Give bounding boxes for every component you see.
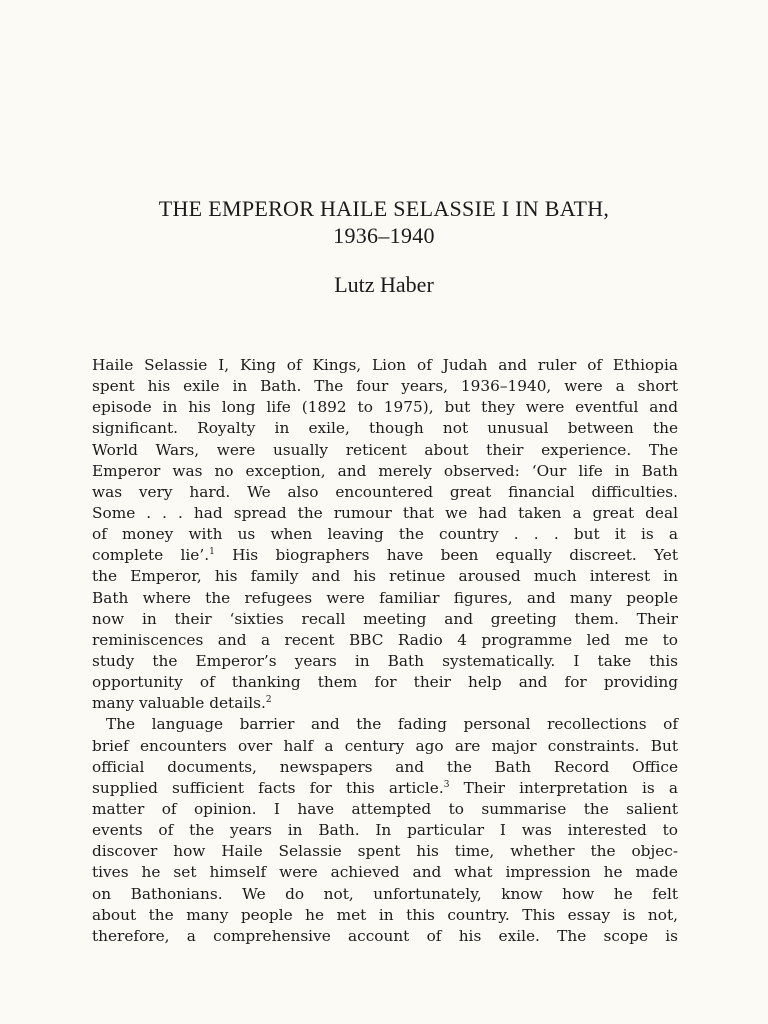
text-line: episode in his long life (1892 to 1975), but they were eventful and xyxy=(92,398,678,417)
footnote-ref-2: 2 xyxy=(265,695,272,706)
text-line: The language barrier and the fading personal recollections of xyxy=(106,715,678,734)
text-line: the Emperor, his family and his retinue aroused much interest in xyxy=(92,567,678,586)
text-line-with-footnote xyxy=(92,693,678,714)
footnote-ref-3: 3 xyxy=(443,779,450,790)
author-name: Lutz Haber xyxy=(334,272,434,297)
text-line: significant. Royalty in exile, though not unusual between the xyxy=(92,419,678,438)
text-fragment: supplied sufficient facts for this article. xyxy=(92,778,444,797)
footnote-ref-1: 1 xyxy=(209,547,215,558)
article-body xyxy=(92,355,678,947)
text-line: opportunity of thanking them for their help and for providing xyxy=(92,673,678,692)
text-fragment: many valuable details. xyxy=(92,694,266,713)
text-line: therefore, a comprehensive account of his exile. The scope is xyxy=(92,926,678,945)
text-line: of money with us when leaving the country . . . but it is a xyxy=(92,525,678,544)
text-line-with-footnote xyxy=(92,545,678,566)
text-line: tives he set himself were achieved and what impression he made xyxy=(92,863,678,882)
text-line: study the Emperor’s years in Bath systematically. I take this xyxy=(92,651,678,670)
text-line: World Wars, were usually reticent about their experience. The xyxy=(92,440,678,459)
text-line: Haile Selassie I, King of Kings, Lion of Judah and ruler of Ethiopia xyxy=(92,356,678,374)
article-title-line-1: THE EMPEROR HAILE SELASSIE I IN BATH, xyxy=(158,196,610,221)
text-line: reminiscences and a recent BBC Radio 4 programme led me to xyxy=(92,630,678,649)
text-line: on Bathonians. We do not, unfortunately, know how he felt xyxy=(92,884,678,903)
text-line: Bath where the refugees were familiar figures, and many people xyxy=(92,588,678,607)
text-line: Some . . . had spread the rumour that we had taken a great deal xyxy=(92,503,678,522)
text-line: now in their ‘sixties recall meeting and greeting them. Their xyxy=(92,609,678,628)
text-fragment: Their interpretation is a xyxy=(449,778,678,797)
text-line: Emperor was no exception, and merely observed: ‘Our life in Bath xyxy=(92,461,678,480)
text-line: events of the years in Bath. In particular I was interested to xyxy=(92,821,678,840)
text-line: matter of opinion. I have attempted to summarise the salient xyxy=(92,799,678,818)
text-line: about the many people he met in this country. This essay is not, xyxy=(92,905,678,924)
text-line: was very hard. We also encountered great financial difficulties. xyxy=(92,482,678,501)
text-fragment: His biographers have been equally discreet. Yet xyxy=(214,546,678,565)
text-line-with-footnote xyxy=(92,778,678,799)
text-line: spent his exile in Bath. The four years, 1936–1940, were a short xyxy=(92,377,678,396)
article-title-line-2: 1936–1940 xyxy=(333,223,435,248)
text-line: discover how Haile Selassie spent his time, whether the objec- xyxy=(92,842,678,861)
text-fragment: complete lie’. xyxy=(92,546,210,565)
text-line: official documents, newspapers and the Bath Record Office xyxy=(92,757,678,776)
text-line: brief encounters over half a century ago are major constraints. But xyxy=(92,736,678,755)
